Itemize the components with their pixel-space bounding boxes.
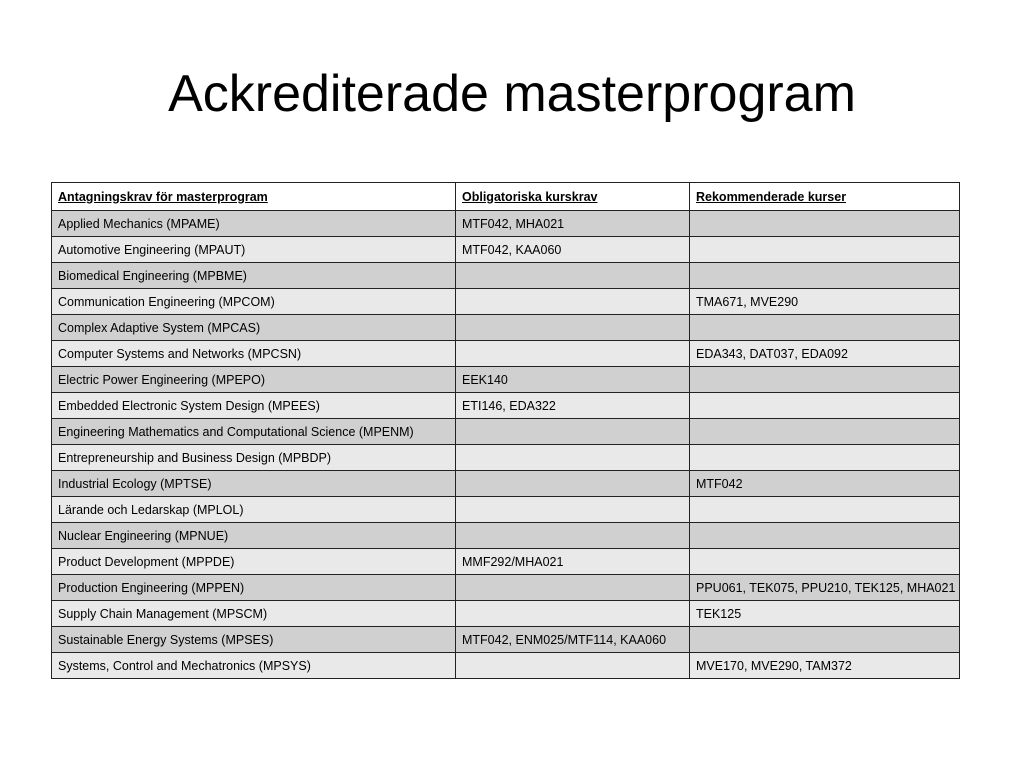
recommended-cell: [690, 315, 960, 341]
program-cell: Automotive Engineering (MPAUT): [52, 237, 456, 263]
program-cell: Embedded Electronic System Design (MPEES): [52, 393, 456, 419]
required-cell: [456, 575, 690, 601]
recommended-cell: [690, 497, 960, 523]
recommended-cell: [690, 445, 960, 471]
program-cell: Product Development (MPPDE): [52, 549, 456, 575]
header-program: Antagningskrav för masterprogram: [52, 183, 456, 211]
program-cell: Electric Power Engineering (MPEPO): [52, 367, 456, 393]
required-cell: EEK140: [456, 367, 690, 393]
table-row: [52, 523, 960, 549]
recommended-cell: PPU061, TEK075, PPU210, TEK125, MHA021: [690, 575, 960, 601]
recommended-cell: TEK125: [690, 601, 960, 627]
program-cell: Industrial Ecology (MPTSE): [52, 471, 456, 497]
table-row: [52, 367, 960, 393]
table-row: [52, 237, 960, 263]
header-required-courses: Obligatoriska kurskrav: [456, 183, 690, 211]
table-row: [52, 393, 960, 419]
required-cell: [456, 471, 690, 497]
program-cell: Production Engineering (MPPEN): [52, 575, 456, 601]
table-row: [52, 341, 960, 367]
slide-title: Ackrediterade masterprogram: [168, 65, 856, 123]
recommended-cell: [690, 523, 960, 549]
table-row: [52, 497, 960, 523]
required-cell: [456, 341, 690, 367]
program-cell: Engineering Mathematics and Computational Science (MPENM): [52, 419, 456, 445]
table-row: [52, 445, 960, 471]
program-cell: Lärande och Ledarskap (MPLOL): [52, 497, 456, 523]
required-cell: [456, 315, 690, 341]
recommended-cell: [690, 263, 960, 289]
required-cell: [456, 445, 690, 471]
required-cell: [456, 601, 690, 627]
required-cell: MMF292/MHA021: [456, 549, 690, 575]
table-row: [52, 549, 960, 575]
table-row: [52, 211, 960, 237]
program-cell: Entrepreneurship and Business Design (MPBDP): [52, 445, 456, 471]
program-cell: Complex Adaptive System (MPCAS): [52, 315, 456, 341]
recommended-cell: [690, 627, 960, 653]
program-cell: Systems, Control and Mechatronics (MPSYS): [52, 653, 456, 679]
recommended-cell: [690, 211, 960, 237]
course-requirements-table: [51, 182, 960, 679]
table-row: [52, 601, 960, 627]
recommended-cell: [690, 393, 960, 419]
program-cell: Sustainable Energy Systems (MPSES): [52, 627, 456, 653]
program-cell: Biomedical Engineering (MPBME): [52, 263, 456, 289]
required-cell: [456, 289, 690, 315]
required-cell: [456, 653, 690, 679]
required-cell: MTF042, MHA021: [456, 211, 690, 237]
table-row: [52, 471, 960, 497]
recommended-cell: [690, 237, 960, 263]
required-cell: MTF042, KAA060: [456, 237, 690, 263]
table-row: [52, 575, 960, 601]
program-cell: Nuclear Engineering (MPNUE): [52, 523, 456, 549]
recommended-cell: MTF042: [690, 471, 960, 497]
required-cell: [456, 419, 690, 445]
recommended-cell: [690, 549, 960, 575]
recommended-cell: [690, 419, 960, 445]
recommended-cell: MVE170, MVE290, TAM372: [690, 653, 960, 679]
recommended-cell: EDA343, DAT037, EDA092: [690, 341, 960, 367]
table-row: [52, 419, 960, 445]
table-body: [52, 211, 960, 679]
required-cell: [456, 263, 690, 289]
table-row: [52, 263, 960, 289]
program-cell: Computer Systems and Networks (MPCSN): [52, 341, 456, 367]
table-row: [52, 289, 960, 315]
required-cell: [456, 497, 690, 523]
program-cell: Supply Chain Management (MPSCM): [52, 601, 456, 627]
table-row: [52, 627, 960, 653]
required-cell: [456, 523, 690, 549]
table-row: [52, 653, 960, 679]
recommended-cell: TMA671, MVE290: [690, 289, 960, 315]
required-cell: MTF042, ENM025/MTF114, KAA060: [456, 627, 690, 653]
required-cell: ETI146, EDA322: [456, 393, 690, 419]
table-header-row: [52, 183, 960, 211]
recommended-cell: [690, 367, 960, 393]
header-recommended-courses: Rekommenderade kurser: [690, 183, 960, 211]
program-cell: Communication Engineering (MPCOM): [52, 289, 456, 315]
table-row: [52, 315, 960, 341]
program-cell: Applied Mechanics (MPAME): [52, 211, 456, 237]
